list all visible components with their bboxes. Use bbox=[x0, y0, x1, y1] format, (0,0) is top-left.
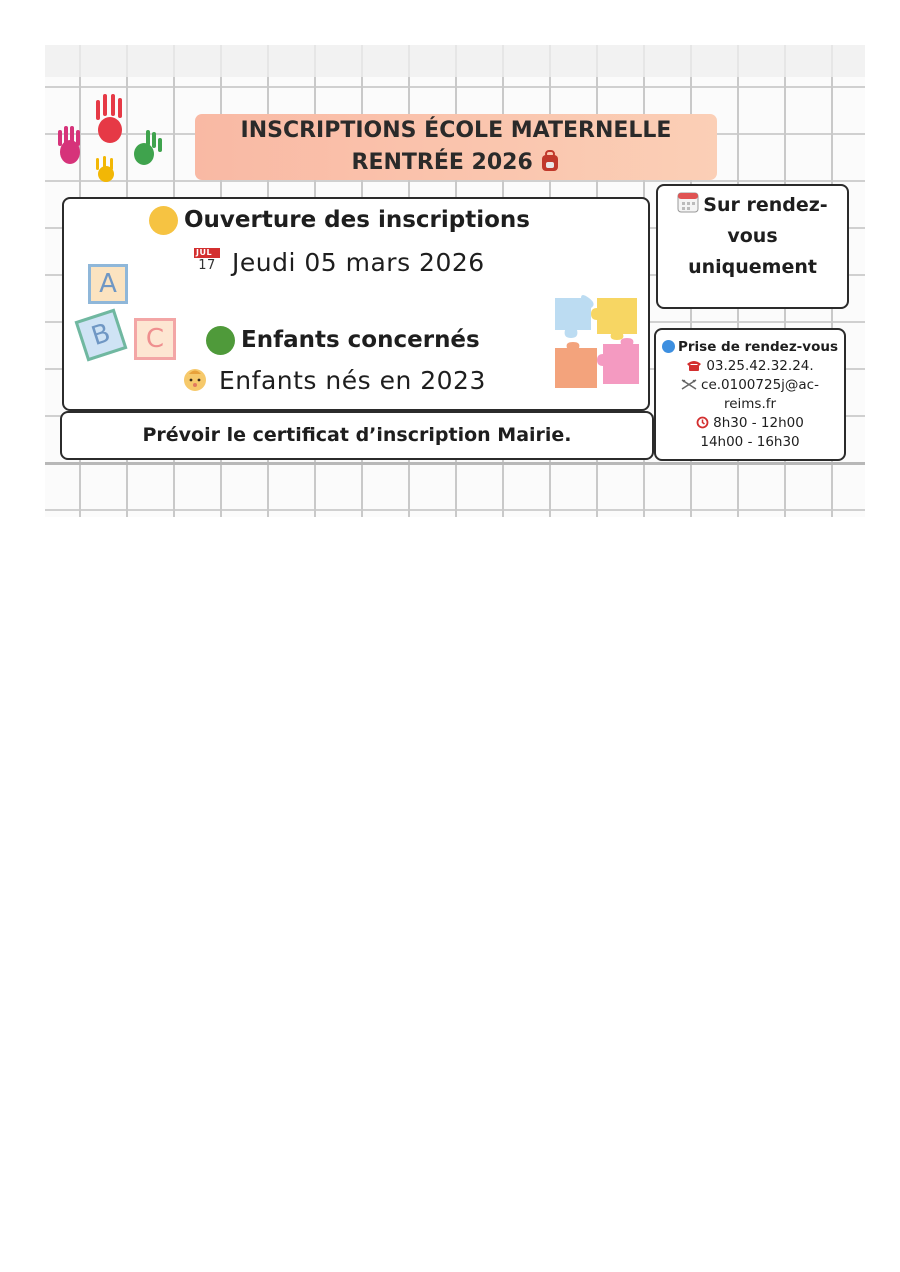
title-line-2 bbox=[195, 147, 717, 179]
abc-blocks-illustration bbox=[74, 264, 182, 368]
backpack-icon bbox=[540, 150, 560, 172]
alarm-clock-icon bbox=[696, 416, 709, 429]
children-detail: Enfants nés en 2023 bbox=[219, 366, 486, 395]
contact-heading: Prise de rendez-vous bbox=[677, 339, 839, 355]
calendar-icon bbox=[194, 248, 220, 274]
sheet-top-band bbox=[45, 45, 865, 77]
email-row bbox=[656, 376, 844, 395]
contact-box bbox=[654, 328, 846, 461]
abc-block-c bbox=[134, 318, 176, 360]
appointment-line-1: Sur rendez- bbox=[703, 194, 828, 216]
calendar-page-icon bbox=[677, 191, 699, 213]
green-circle-icon bbox=[206, 326, 235, 355]
opening-date: Jeudi 05 mars 2026 bbox=[232, 248, 485, 277]
blue-circle-icon bbox=[662, 340, 675, 353]
telephone-icon bbox=[686, 359, 702, 371]
abc-block-c-letter: C bbox=[145, 324, 165, 354]
envelope-icon bbox=[681, 378, 697, 390]
abc-block-a bbox=[88, 264, 128, 304]
appointment-only-box bbox=[656, 184, 849, 309]
calendar-month: JUL bbox=[194, 248, 220, 258]
phone-number[interactable]: 03.25.42.32.24. bbox=[706, 358, 814, 374]
children-detail-row bbox=[181, 366, 486, 396]
phone-row bbox=[656, 357, 844, 376]
children-heading-row bbox=[206, 326, 480, 355]
email-line-2[interactable]: reims.fr bbox=[723, 396, 777, 412]
title-line-1: INSCRIPTIONS ÉCOLE MATERNELLE bbox=[240, 118, 672, 143]
puzzle-pieces-icon bbox=[551, 294, 643, 392]
title-banner bbox=[195, 114, 717, 180]
opening-date-row bbox=[194, 248, 485, 277]
appointment-line-2: vous bbox=[727, 225, 778, 247]
abc-block-b bbox=[75, 309, 128, 362]
appointment-line-3: uniquement bbox=[688, 256, 817, 278]
certificate-note: Prévoir le certificat d’inscription Mairie. bbox=[142, 424, 572, 446]
hours-afternoon: 14h00 - 16h30 bbox=[700, 434, 800, 450]
hours-morning-row bbox=[656, 414, 844, 433]
abc-block-b-letter: B bbox=[87, 317, 115, 353]
abc-block-a-letter: A bbox=[99, 269, 117, 299]
children-heading: Enfants concernés bbox=[241, 327, 480, 353]
calendar-day: 17 bbox=[198, 258, 216, 273]
baby-icon bbox=[181, 365, 209, 393]
appointment-line-1-row bbox=[658, 190, 847, 221]
title-line-2-text: RENTRÉE 2026 bbox=[351, 150, 533, 175]
hours-morning: 8h30 - 12h00 bbox=[713, 415, 804, 431]
opening-heading-row bbox=[149, 206, 530, 235]
opening-heading: Ouverture des inscriptions bbox=[184, 207, 530, 233]
contact-heading-row bbox=[656, 338, 844, 357]
yellow-circle-icon bbox=[149, 206, 178, 235]
sheet-bottom-line bbox=[45, 462, 865, 465]
handprints-icon bbox=[48, 90, 168, 190]
email-line-1[interactable]: ce.0100725j@ac- bbox=[701, 377, 819, 393]
certificate-note-box bbox=[60, 411, 654, 460]
